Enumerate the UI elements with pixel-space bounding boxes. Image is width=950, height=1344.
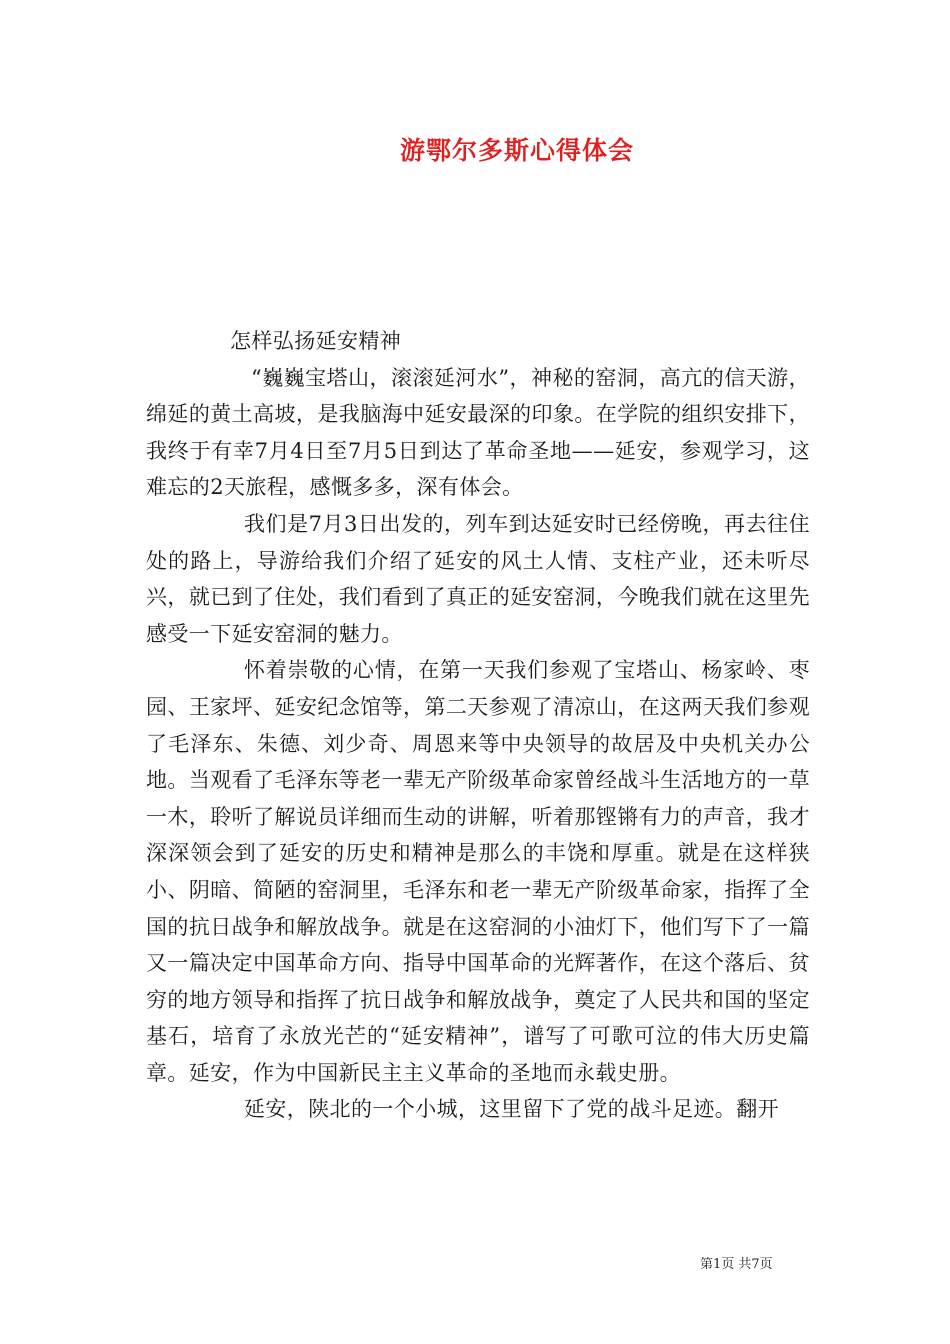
paragraph-3: 怀着崇敬的心情，在第一天我们参观了宝塔山、杨家岭、枣园、王家坪、延安纪念馆等，第二天参观了清凉山，在这两天我们参观了毛泽东、朱德、刘少奇、周恩来等中央领导的故居及中央机关办公地。当观看了毛泽东等老一辈无产阶级革命家曾经战斗生活地方的一草一木，聆听了解说员详细而生动的讲解，听着那铿锵有力的声音，我才深深领会到了延安的历史和精神是那么的丰饶和厚重。就是在这样狭小、阴暗、简陋的窑洞里，毛泽东和老一辈无产阶级革命家，指挥了全国的抗日战争和解放战争。就是在这窑洞的小油灯下，他们写下了一篇又一篇决定中国革命方向、指导中国革命的光辉著作，在这个落后、贫穷的地方领导和指挥了抗日战争和解放战争，奠定了人民共和国的坚定基石，培育了永放光芒的“延安精神”，谱写了可歌可泣的伟大历史篇章。延安，作为中国新民主主义革命的圣地而永载史册。 <box>146 658 810 1085</box>
document-title: 游鄂尔多斯心得体会 <box>400 136 635 165</box>
page-footer: 第1页 共7页 <box>700 1257 773 1272</box>
section-heading: 怎样弘扬延安精神 <box>230 329 402 353</box>
paragraph-1: “巍巍宝塔山，滚滚延河水”，神秘的窑洞，高亢的信天游，绵延的黄土高坡，是我脑海中延安最深的印象。在学院的组织安排下，我终于有幸7月4日至7月5日到达了革命圣地——延安，参观学习，这难忘的2天旅程，感慨多多，深有体会。 <box>146 365 810 500</box>
document-body <box>146 323 810 1128</box>
paragraph-4: 延安，陕北的一个小城，这里留下了党的战斗足迹。翻开 <box>244 1097 779 1122</box>
paragraph-2: 我们是7月3日出发的，列车到达延安时已经傍晚，再去往住处的路上，导游给我们介绍了延安的风土人情、支柱产业，还未听尽兴，就已到了住处，我们看到了真正的延安窑洞，今晚我们就在这里先感受一下延安窑洞的魅力。 <box>146 511 810 646</box>
